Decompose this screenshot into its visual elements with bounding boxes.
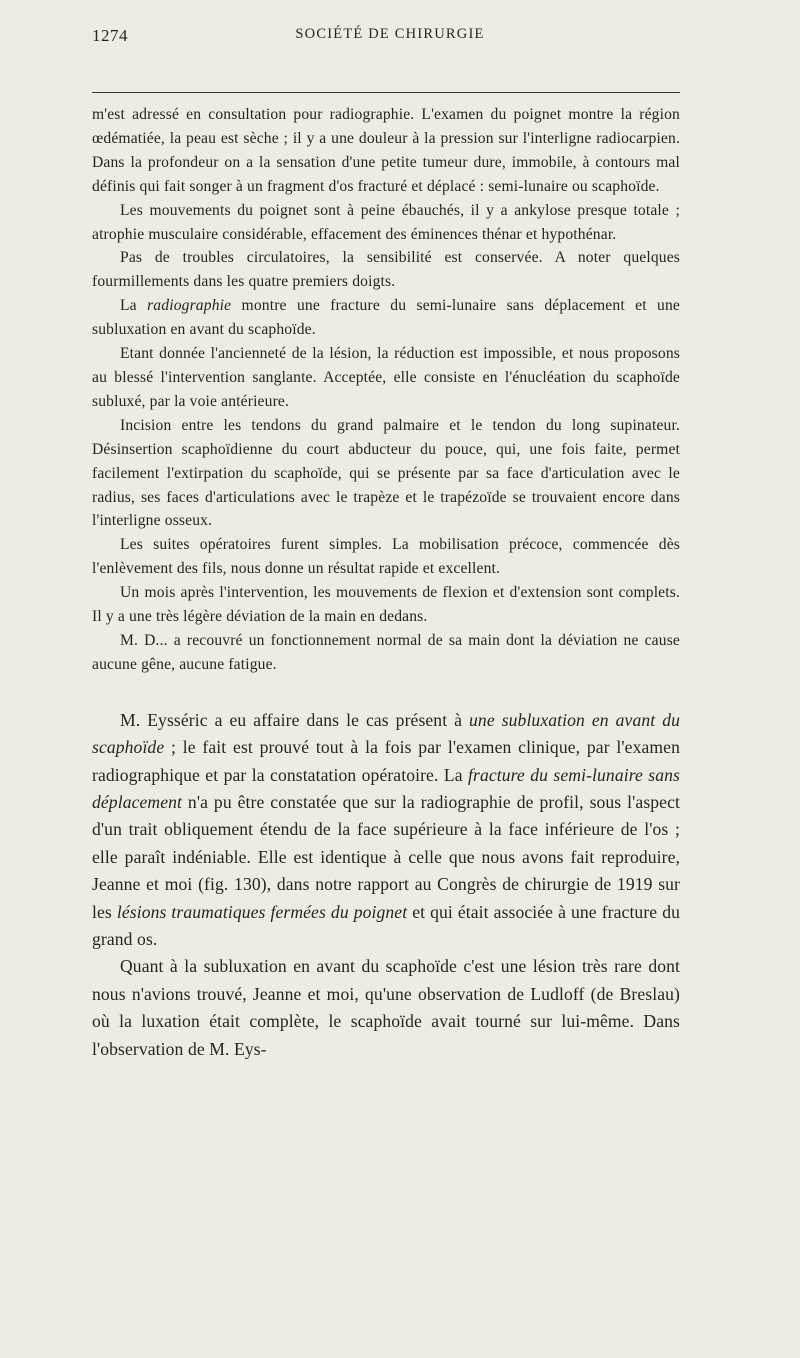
paragraph-examination: m'est adressé en consultation pour radiographie. L'examen du poignet montre la région œdématiée, la peau est sèche ; il y a une douleur à la pression sur l'interligne radiocarpien. Dans la profondeur on a la sensation d'une petite tumeur dure, immobile, à contours mal définis qui fait songer à un fragment d'os fracturé et déplacé : semi-lunaire ou scaphoïde. (92, 106, 680, 195)
page-number: 1274 (92, 26, 128, 45)
commentary (92, 707, 680, 1063)
italic-term: lésions traumatiques fermées du poignet (116, 901, 408, 922)
paragraph-followup: Un mois après l'intervention, les mouvements de flexion et d'extension sont complets. Il y a une très légère déviation de la main en dedans. (92, 584, 680, 626)
italic-term: radiographie (147, 297, 232, 315)
paragraph-mobility: Les mouvements du poignet sont à peine ébauchés, il y a ankylose presque totale ; atrophie musculaire considérable, effacement des éminences thénar et hypothénar. (92, 201, 680, 243)
page-header (92, 26, 680, 50)
paragraph-radiography: La radiographie montre une fracture du semi-lunaire sans déplacement et une subluxation en avant du scaphoïde. (92, 297, 680, 339)
section-gap (92, 677, 680, 707)
paragraph-outcome: M. D... a recouvré un fonctionnement normal de sa main dont la déviation ne cause aucune gêne, aucune fatigue. (92, 631, 680, 673)
paragraph-postoperative: Les suites opératoires furent simples. La mobilisation précoce, commencée dès l'enlèvement des fils, nous donne un résultat rapide et excellent. (92, 536, 680, 578)
paragraph-incision: Incision entre les tendons du grand palmaire et le tendon du long supinateur. Désinsertion scaphoïdienne du court abducteur du pouce, qui, une fois faite, permet facilement l'extirpation du scaphoïde, qui se présente par sa face d'articulation avec le radius, ses faces d'articulations avec le trapèze et le trapézoïde se trouvaient encore dans l'interligne osseux. (92, 416, 680, 530)
paragraph-commentary-1: M. Eysséric a eu affaire dans le cas présent à une subluxation en avant du scaphoïde ; le fait est prouvé tout à la fois par l'examen clinique, par l'examen radiographique et par la constatation opératoire. La fracture du semi-lunaire sans déplacement n'a pu être constatée que sur la radiographie de profil, sous l'aspect d'un trait obliquement étendu de la face supérieure à la face inférieure de l'os ; elle paraît indéniable. Elle est identique à celle que nous avons fait reproduire, Jeanne et moi (fig. 130), dans notre rapport au Congrès de chirurgie de 1919 sur les lésions traumatiques fermées du poignet et qui était associée à une fracture du grand os. (92, 709, 680, 949)
running-head: SOCIÉTÉ DE CHIRURGIE (295, 26, 485, 42)
paragraph-intervention: Etant donnée l'ancienneté de la lésion, la réduction est impossible, et nous proposons au blessé l'intervention sanglante. Acceptée, elle consiste en l'énucléation du scaphoïde subluxé, par la voie antérieure. (92, 345, 680, 410)
header-rule (92, 92, 680, 93)
paragraph-commentary-2: Quant à la subluxation en avant du scaphoïde c'est une lésion très rare dont nous n'avions trouvé, Jeanne et moi, qu'une observation de Ludloff (de Breslau) où la luxation était complète, le scaphoïde avait tourné sur lui-même. Dans l'observation de M. Eys- (92, 956, 680, 1059)
italic-term: fracture du semi-lunaire sans déplacement (92, 764, 680, 812)
italic-term: une subluxation en avant du scaphoïde (92, 709, 680, 758)
paragraph-sensibility: Pas de troubles circulatoires, la sensibilité est conservée. A noter quelques fourmillements dans les quatre premiers doigts. (92, 249, 680, 291)
case-observation (92, 103, 680, 677)
